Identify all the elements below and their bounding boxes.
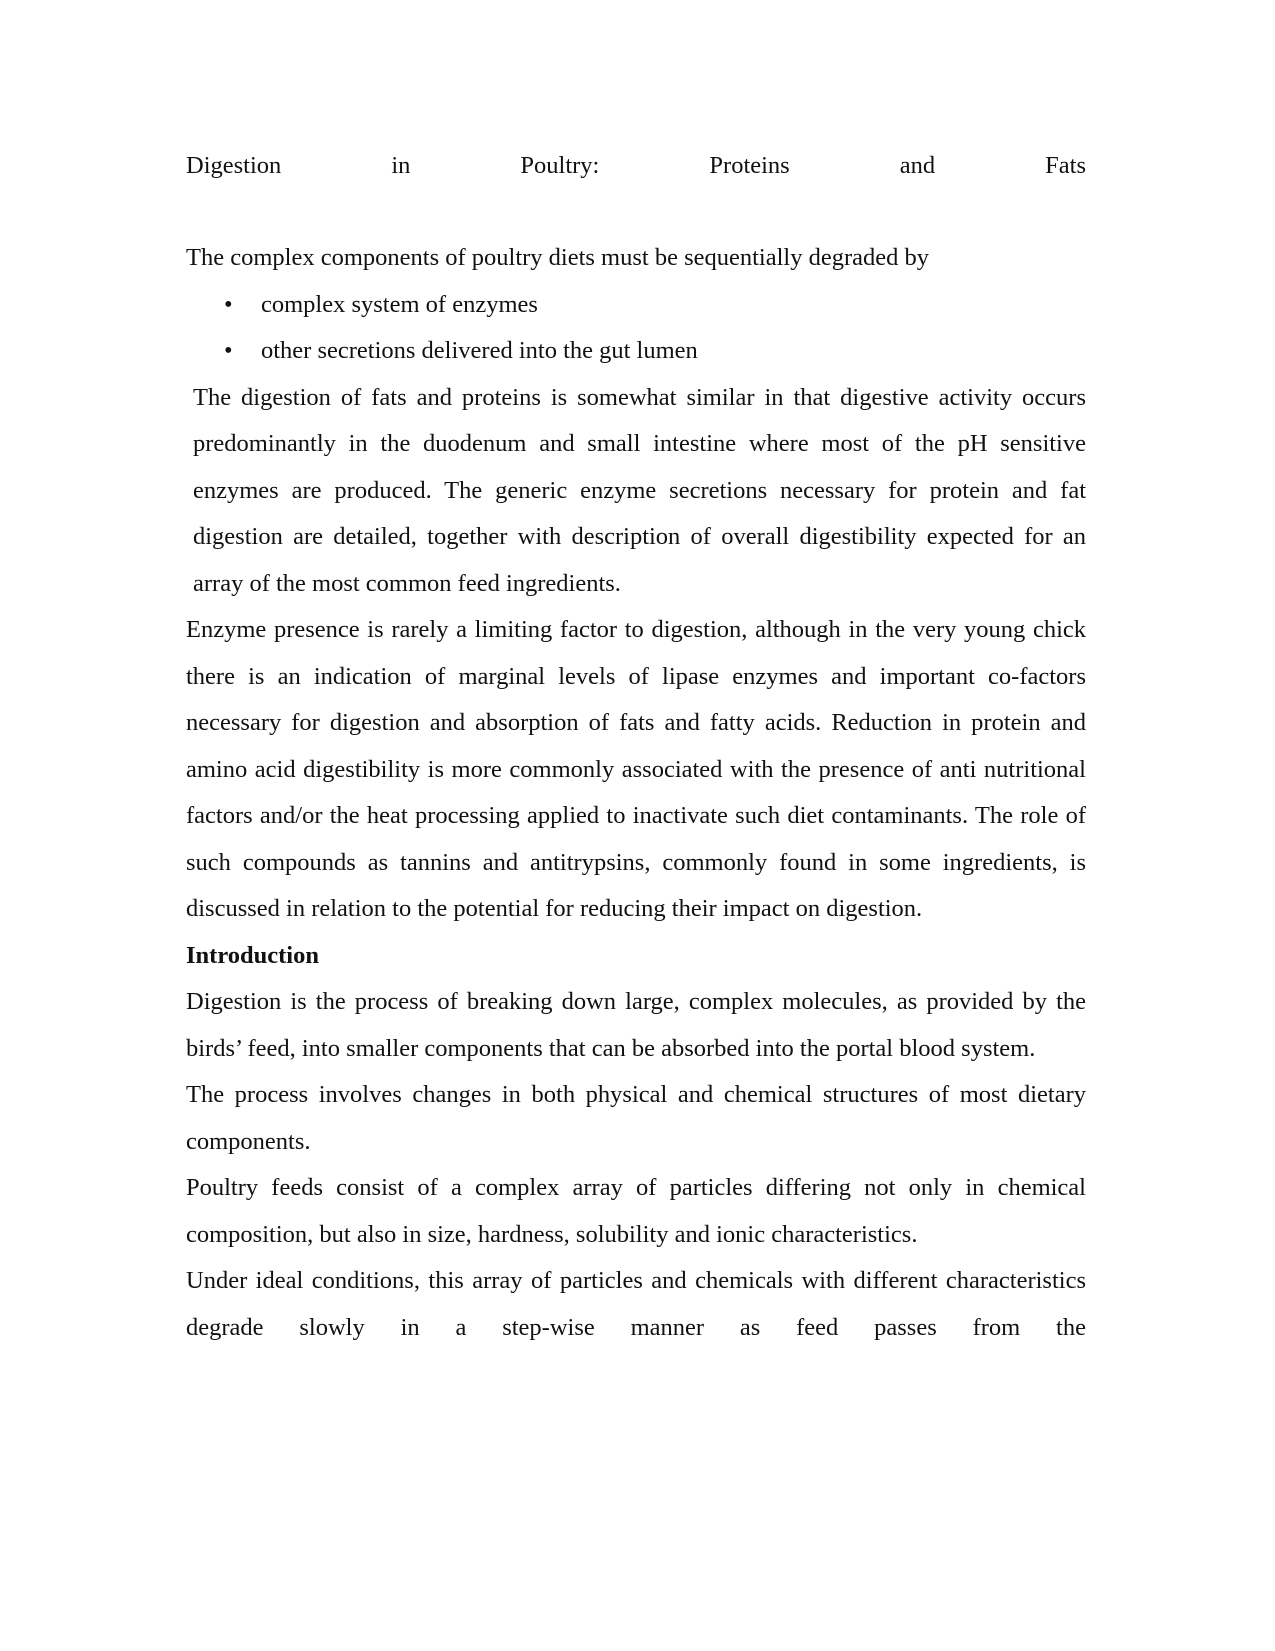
bullet-list bbox=[186, 282, 1086, 375]
title-word: Poultry: bbox=[520, 152, 600, 179]
title-word: and bbox=[899, 152, 936, 179]
document-title bbox=[186, 143, 1086, 189]
intro-line: The complex components of poultry diets must be sequentially degraded by bbox=[186, 244, 929, 271]
paragraph-digestion-definition: Digestion is the process of breaking down large, complex molecules, as provided by the birds’ feed, into smaller components that can be absorbed into the portal blood system. bbox=[186, 988, 1086, 1062]
list-item bbox=[186, 282, 1086, 329]
paragraph-process-changes: The process involves changes in both physical and chemical structures of most dietary components. bbox=[186, 1081, 1086, 1155]
bullet-icon: • bbox=[224, 290, 233, 318]
list-item-text: other secretions delivered into the gut lumen bbox=[261, 337, 698, 364]
paragraph-enzyme-presence: Enzyme presence is rarely a limiting factor to digestion, although in the very young chick there is an indication of marginal levels of lipase enzymes and important co-factors necessary for digestion and absorption of fats and fatty acids. Reduction in protein and amino acid digestibility is more commonly associated with the presence of anti nutritional factors and/or the heat processing applied to inactivate such diet contaminants. The role of such compounds as tannins and antitrypsins, commonly found in some ingredients, is discussed in relation to the potential for reducing their impact on digestion. bbox=[186, 616, 1086, 922]
title-word: Proteins bbox=[709, 152, 790, 179]
paragraph-ideal-conditions: Under ideal conditions, this array of particles and chemicals with different characteristics degrade slowly in a step-wise manner as feed passes from the bbox=[186, 1267, 1086, 1341]
paragraph-digestion-similarity: The digestion of fats and proteins is somewhat similar in that digestive activity occurs predominantly in the duodenum and small intestine where most of the pH sensitive enzymes are produced. The generic enzyme secretions necessary for protein and fat digestion are detailed, together with description of overall digestibility expected for an array of the most common feed ingredients. bbox=[193, 383, 1086, 597]
list-item-text: complex system of enzymes bbox=[261, 290, 538, 318]
list-item bbox=[186, 328, 1086, 375]
title-word: in bbox=[391, 152, 411, 179]
section-heading: Introduction bbox=[186, 941, 319, 969]
title-word: Digestion bbox=[186, 152, 282, 179]
bullet-icon: • bbox=[224, 337, 233, 364]
title-word: Fats bbox=[1045, 152, 1086, 179]
paragraph-poultry-feeds: Poultry feeds consist of a complex array of particles differing not only in chemical composition, but also in size, hardness, solubility and ionic characteristics. bbox=[186, 1174, 1086, 1248]
document-page bbox=[186, 143, 1086, 1351]
